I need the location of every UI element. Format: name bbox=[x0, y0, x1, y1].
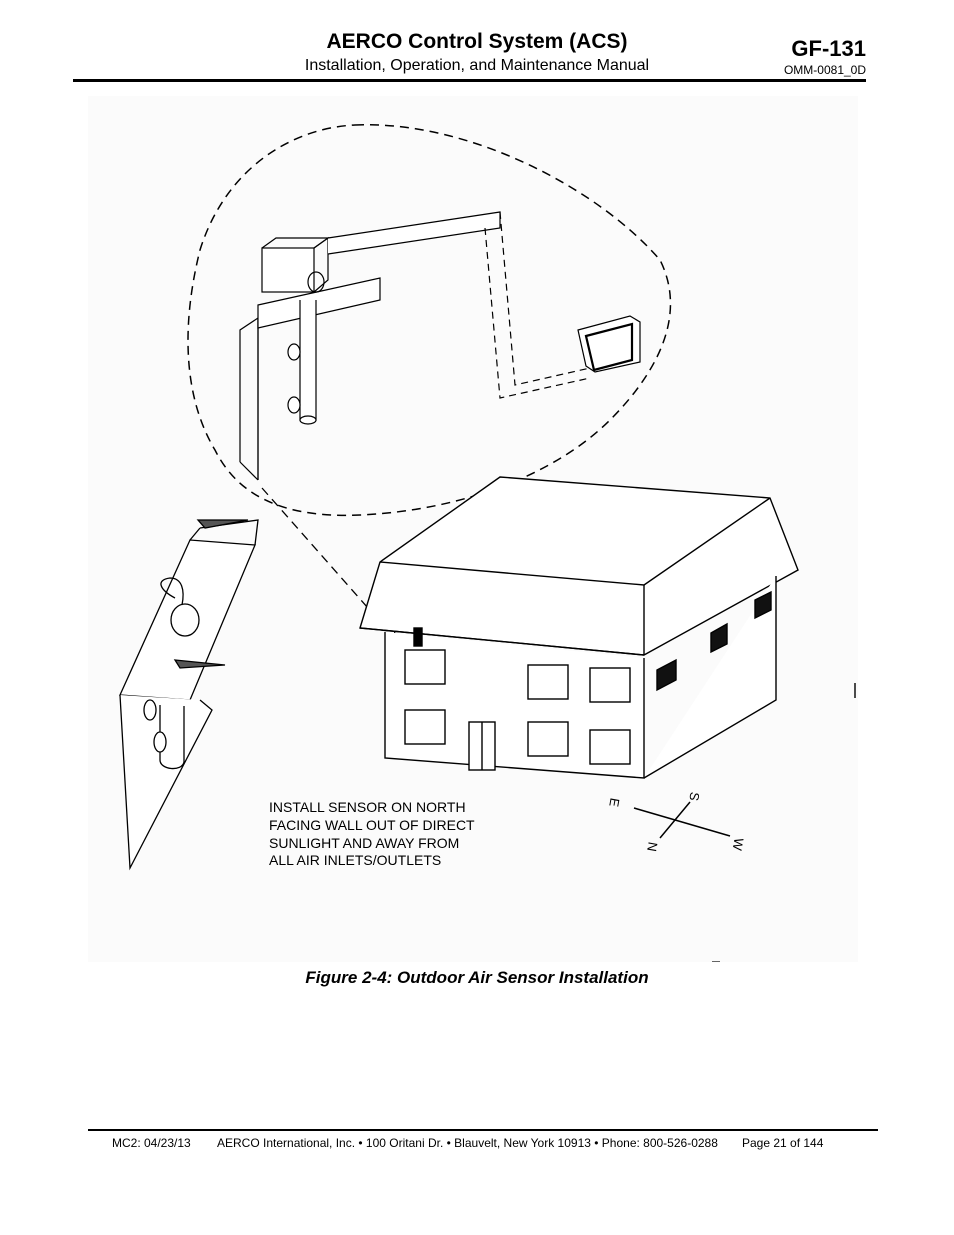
building bbox=[360, 477, 855, 778]
compass bbox=[634, 802, 730, 838]
compass-north-label: N bbox=[644, 840, 661, 853]
magnify-line-left bbox=[262, 488, 383, 625]
document-title: AERCO Control System (ACS) bbox=[326, 30, 628, 53]
installation-note-line-3: SUNLIGHT AND AWAY FROM bbox=[269, 835, 460, 851]
footer-revision: MC2: 04/23/13 bbox=[112, 1136, 191, 1150]
document-number: OMM-0081_0D bbox=[783, 63, 866, 77]
installation-note-line-2: FACING WALL OUT OF DIRECT bbox=[269, 817, 475, 833]
bubble-detail bbox=[240, 212, 640, 480]
footer-rule bbox=[88, 1129, 878, 1131]
compass-south-label: S bbox=[686, 790, 703, 802]
compass-east-label: E bbox=[606, 796, 623, 808]
installation-note-line-4: ALL AIR INLETS/OUTLETS bbox=[269, 852, 442, 868]
bracket-detail bbox=[120, 520, 258, 868]
header-rule bbox=[73, 79, 866, 82]
figure-caption: Figure 2-4: Outdoor Air Sensor Installation bbox=[305, 968, 649, 987]
installation-note-line-1: INSTALL SENSOR ON NORTH bbox=[269, 799, 466, 815]
compass-west-label: W bbox=[729, 836, 747, 852]
model-number: GF-131 bbox=[791, 36, 866, 61]
footer-page-number: Page 21 of 144 bbox=[742, 1136, 824, 1150]
document-subtitle: Installation, Operation, and Maintenance Manual bbox=[304, 57, 650, 74]
footer-address: AERCO International, Inc. • 100 Oritani Dr. • Blauvelt, New York 10913 • Phone: 800-526-0288 bbox=[217, 1136, 718, 1150]
